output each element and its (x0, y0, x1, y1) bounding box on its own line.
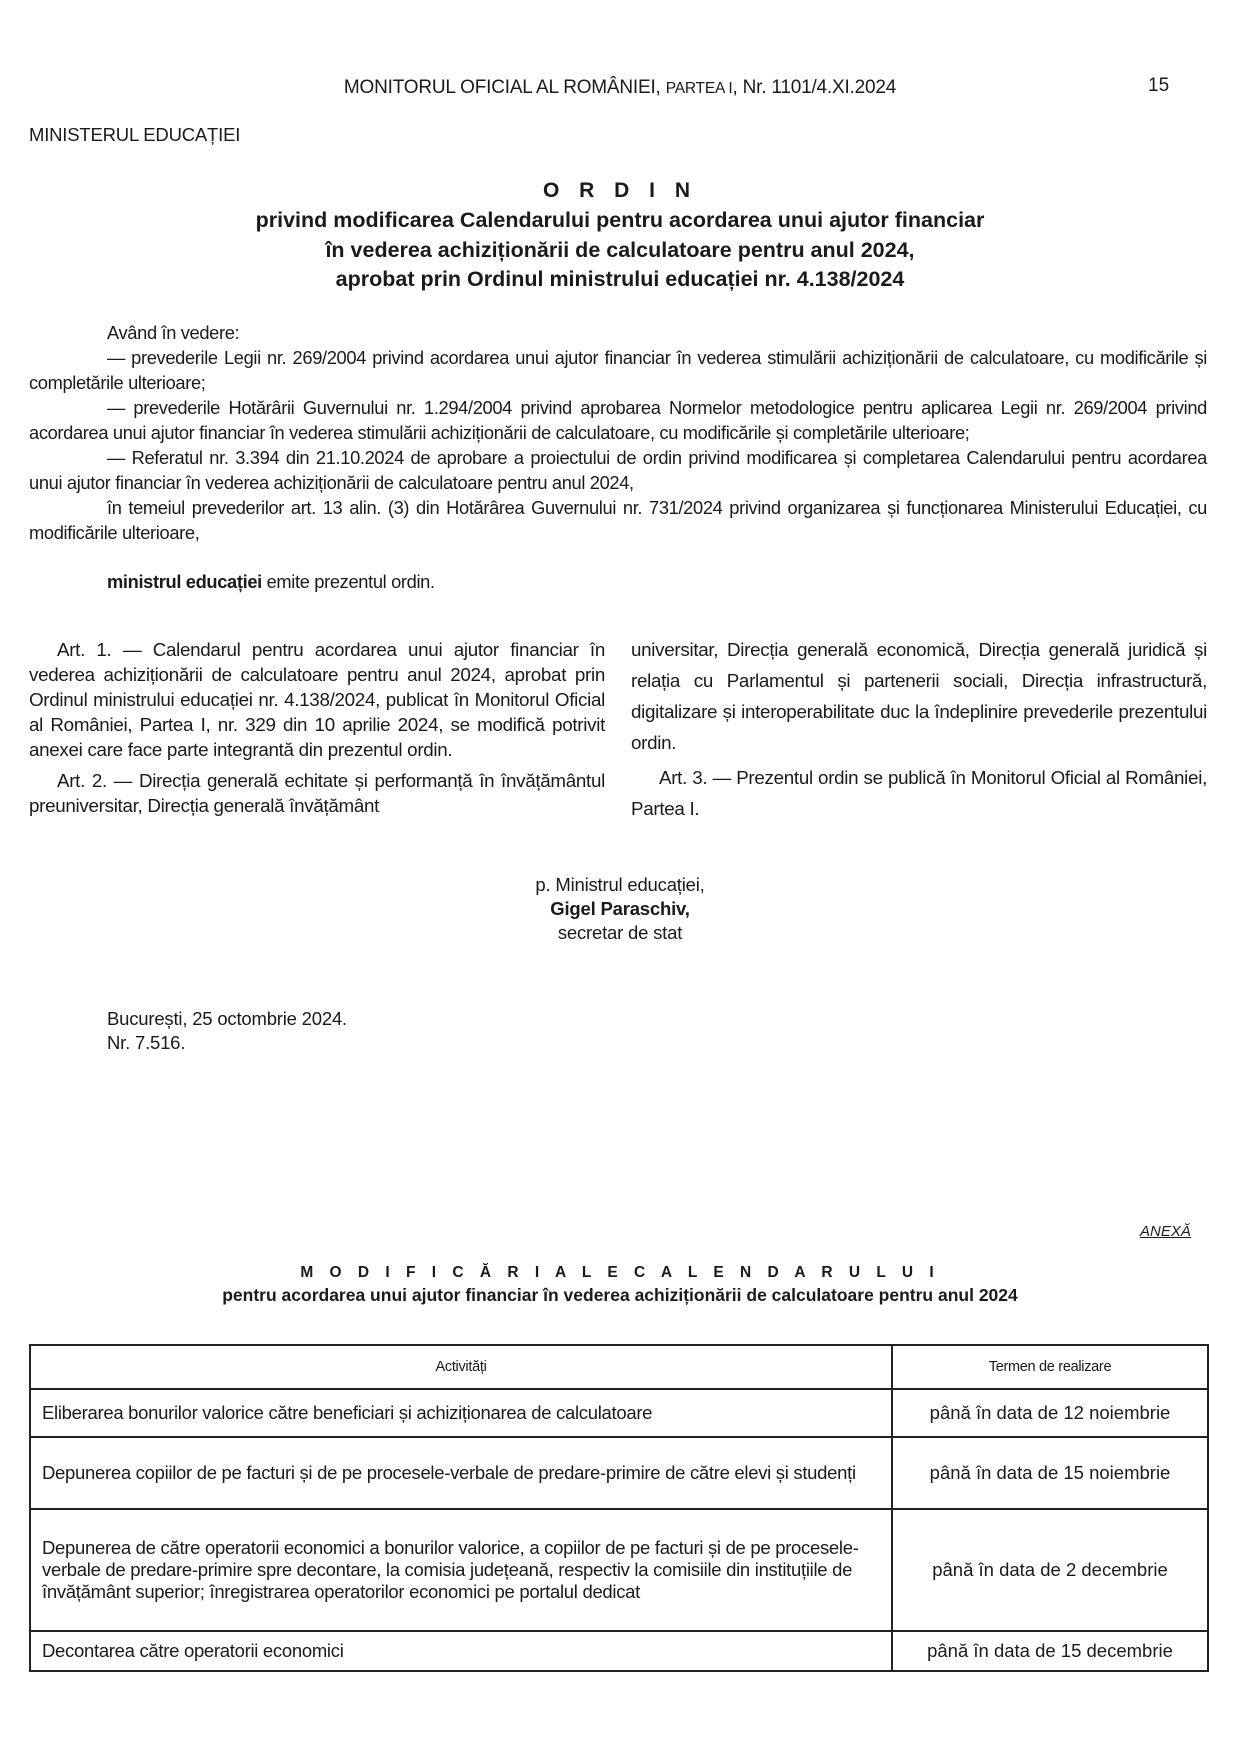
publication-issue: , Nr. 1101/4.XI.2024 (732, 77, 897, 98)
page-number: 15 (1148, 75, 1170, 96)
signature-block (470, 873, 770, 945)
activity-cell: Decontarea către operatorii economici (30, 1631, 892, 1671)
signatory-title: secretar de stat (557, 922, 683, 943)
preamble-item: în temeiul prevederilor art. 13 alin. (3) din Hotărârea Guvernului nr. 731/2024 privind organizarea și funcționarea Ministerului Educației, cu modificările ulterioare, (29, 497, 1207, 543)
table-row (30, 1631, 1208, 1671)
publication-title: MONITORUL OFICIAL AL ROMÂNIEI, (343, 77, 666, 98)
title-line-2: în vederea achiziționării de calculatoare pentru anul 2024, (325, 237, 915, 262)
deadline-cell: până în data de 15 decembrie (892, 1631, 1208, 1671)
article-1: Art. 1. — Calendarul pentru acordarea unui ajutor financiar în vederea achiziționării de calculatoare pentru anul 2024, aprobat prin Ordinul ministrului educației nr. 4.138/2024, publicat în Monitorul Oficial al României, Partea I, nr. 329 din 10 aprilie 2024, se modifică potrivit anexei care face parte integrantă din prezentul ordin. (29, 639, 605, 760)
document-title (0, 176, 1240, 295)
document-type: O R D I N (542, 179, 697, 202)
title-line-1: privind modificarea Calendarului pentru acordarea unui ajutor financiar (255, 208, 985, 232)
articles-column-right (631, 634, 1207, 824)
activity-cell: Depunerea copiilor de pe facturi și de pe procesele-verbale de predare-primire de către elevi și studenți (30, 1437, 892, 1509)
article-2-end: universitar, Direcția generală economică, Direcția generală juridică și relația cu Parlamentul și partenerii sociali, Direcția infrastructură, digitalizare și interoperabilitate duc la îndeplinire prevederile prezentului ordin. (631, 639, 1207, 753)
column-header-deadline: Termen de realizare (892, 1345, 1208, 1389)
place-and-date: București, 25 octombrie 2024. (107, 1008, 347, 1029)
column-header-activities: Activități (30, 1345, 892, 1389)
article-3: Art. 3. — Prezentul ordin se publică în Monitorul Oficial al României, Partea I. (631, 767, 1207, 819)
title-line-3: aprobat prin Ordinul ministrului educației nr. 4.138/2024 (335, 267, 905, 291)
table-header-row (30, 1345, 1208, 1389)
articles-column-left (29, 637, 605, 818)
deadline-cell: până în data de 15 noiembrie (892, 1437, 1208, 1509)
table-row (30, 1509, 1208, 1631)
running-header (0, 77, 1240, 99)
decision-statement (29, 569, 1207, 594)
annex-subheading: pentru acordarea unui ajutor financiar în vederea achiziționării de calculatoare pentru anul 2024 (222, 1285, 1018, 1305)
annex-title (0, 1263, 1240, 1307)
preamble-intro: Având în vedere: (107, 322, 240, 343)
deadline-cell: până în data de 2 decembrie (892, 1509, 1208, 1631)
publication-part: PARTEA I (665, 80, 733, 97)
preamble-item: — Referatul nr. 3.394 din 21.10.2024 de aprobare a proiectului de ordin privind modificarea și completarea Calendarului pentru acordarea unui ajutor financiar în vederea achiziționării de calculatoare pentru anul 2024, (29, 447, 1207, 493)
article-2-start: Art. 2. — Direcția generală echitate și performanță în învățământul preuniversitar, Direcția generală învățământ (29, 770, 605, 816)
activity-cell: Eliberarea bonurilor valorice către beneficiari și achiziționarea de calculatoare (30, 1389, 892, 1437)
calendar-table (29, 1344, 1209, 1672)
preamble-item: — prevederile Legii nr. 269/2004 privind acordarea unui ajutor financiar în vederea stimulării achiziționării de calculatoare, cu modificările și completările ulterioare; (29, 347, 1207, 393)
place-date-block (107, 1007, 347, 1055)
decision-text: emite prezentul ordin. (261, 571, 435, 592)
preamble (29, 320, 1207, 594)
issuer: MINISTERUL EDUCAȚIEI (29, 124, 241, 145)
signatory-role: p. Ministrul educației, (535, 874, 705, 895)
order-number: Nr. 7.516. (107, 1032, 186, 1053)
decision-subject: ministrul educației (107, 571, 262, 592)
table-row (30, 1389, 1208, 1437)
preamble-item: — prevederile Hotărârii Guvernului nr. 1.294/2004 privind aprobarea Normelor metodologice pentru aplicarea Legii nr. 269/2004 privind acordarea unui ajutor financiar în vederea stimulării achiziționării de calculatoare, cu modificările și completările ulterioare; (29, 397, 1207, 443)
table-row (30, 1437, 1208, 1509)
deadline-cell: până în data de 12 noiembrie (892, 1389, 1208, 1437)
annex-label: ANEXĂ (1140, 1223, 1191, 1240)
annex-heading: M O D I F I C Ă R I A L E C A L E N D A R U L U I (300, 1264, 940, 1281)
signatory-name: Gigel Paraschiv, (550, 898, 690, 919)
activity-cell: Depunerea de către operatorii economici a bonurilor valorice, a copiilor de pe facturi și de pe procesele-verbale de predare-primire spre decontare, la comisia județeană, respectiv la comisiile din instituțiile de învățământ superior; înregistrarea operatorilor economici pe portalul dedicat (30, 1509, 892, 1631)
